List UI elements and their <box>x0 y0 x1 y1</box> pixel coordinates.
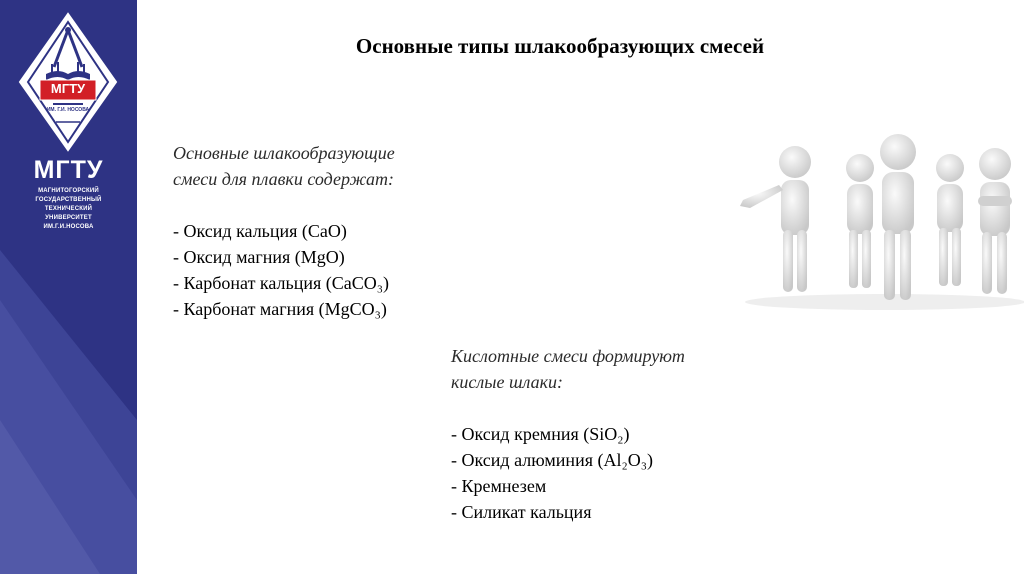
basic-list-item: - Карбонат кальция (CaCO₃) <box>173 273 390 293</box>
basic-intro-line: Основные шлакообразующие <box>173 143 395 163</box>
person-figure <box>740 146 811 292</box>
basic-list-item: - Оксид магния (MgO) <box>173 247 345 267</box>
acidic-intro-line: Кислотные смеси формируют <box>451 346 685 366</box>
slide-title: Основные типы шлакообразующих смесей <box>355 34 765 58</box>
org-name-line: ТЕХНИЧЕСКИЙ <box>44 206 93 212</box>
org-name-line: МАГНИТОГОРСКИЙ <box>38 188 99 194</box>
acidic-list-item: - Силикат кальция <box>451 502 592 522</box>
acidic-mixtures-block <box>451 343 685 525</box>
person-figure <box>846 154 874 288</box>
org-name-line: ИМ.Г.И.НОСОВА <box>43 224 94 230</box>
acidic-list-item: - Оксид алюминия (Al₂O₃) <box>451 450 654 470</box>
org-name-line: ГОСУДАРСТВЕННЫЙ <box>35 197 102 203</box>
acidic-list-item: - Оксид кремния (SiO₂) <box>451 424 630 444</box>
basic-list-item: - Оксид кальция (CaO) <box>173 221 347 241</box>
logo-badge-text: МГТУ <box>50 81 86 96</box>
org-name-line: УНИВЕРСИТЕТ <box>45 215 92 221</box>
person-figure <box>978 148 1012 294</box>
org-abbreviation: МГТУ <box>33 156 104 184</box>
acidic-intro-line: кислые шлаки: <box>451 372 564 392</box>
sidebar-panel <box>0 0 137 574</box>
basic-mixtures-block <box>173 140 395 322</box>
person-figure <box>936 154 964 286</box>
acidic-list-item: - Кремнезем <box>451 476 547 496</box>
basic-intro-line: смеси для плавки содержат: <box>173 169 395 189</box>
basic-list-item: - Карбонат магния (MgCO₃) <box>173 299 387 319</box>
people-group-illustration <box>735 130 1024 310</box>
logo-badge-caption: ИМ. Г.И. НОСОВА <box>46 107 90 113</box>
person-figure <box>880 134 916 300</box>
